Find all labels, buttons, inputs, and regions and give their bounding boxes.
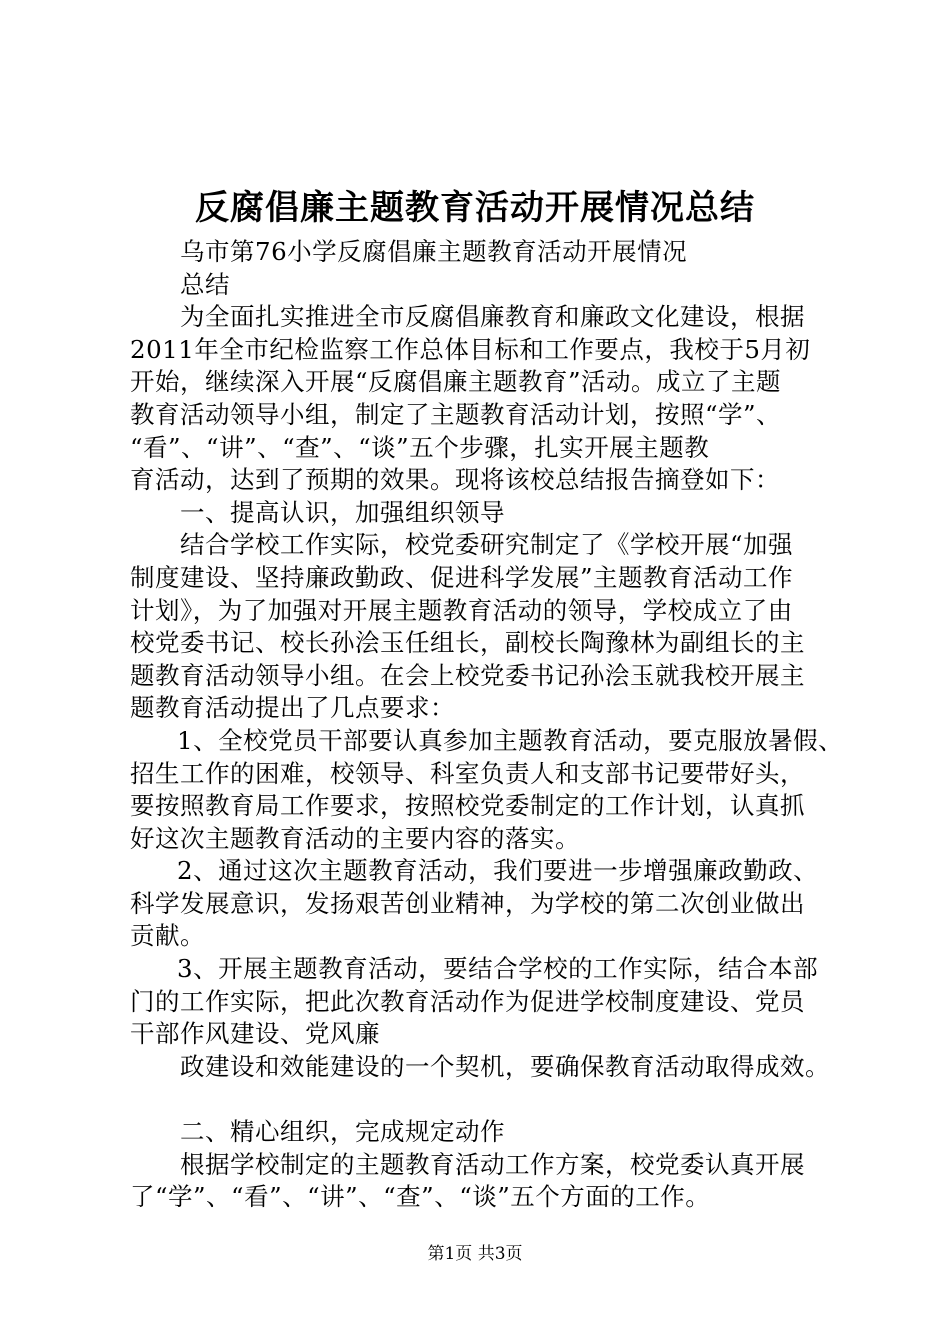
text-line: 计划》，为了加强对开展主题教育活动的领导，学校成立了由	[130, 595, 793, 625]
text-line: 科学发展意识，发扬艰苦创业精神，为学校的第二次创业做出	[130, 888, 805, 918]
text-line: 题教育活动领导小组。在会上校党委书记孙浍玉就我校开展主	[130, 660, 805, 690]
page-footer: 第1页 共3页	[427, 1244, 523, 1264]
text-line: 乌市第76小学反腐倡廉主题教育活动开展情况	[180, 237, 688, 266]
blank-line	[130, 1083, 860, 1116]
text-line: 贡献。	[130, 921, 205, 951]
text-line: “看”、“讲”、“查”、“谈”五个步骤，扎实开展主题教	[130, 432, 710, 462]
text-line: 2011年全市纪检监察工作总体目标和工作要点，我校于5月初	[130, 334, 811, 364]
text-line: 一、提高认识，加强组织领导	[180, 497, 505, 527]
text-line: 制度建设、坚持廉政勤政、促进科学发展”主题教育活动工作	[130, 562, 794, 592]
text-line: 教育活动领导小组，制定了主题教育活动计划，按照“学”、	[130, 399, 782, 429]
text-line: 1、全校党员干部要认真参加主题教育活动，要克服放暑假、	[177, 725, 844, 755]
text-line: 3、开展主题教育活动，要结合学校的工作实际，结合本部	[177, 954, 819, 984]
text-line: 根据学校制定的主题教育活动工作方案，校党委认真开展	[180, 1149, 805, 1179]
text-line: 要按照教育局工作要求，按照校党委制定的工作计划，认真抓	[130, 791, 805, 821]
text-line: 校党委书记、校长孙浍玉任组长，副校长陶豫林为副组长的主	[130, 628, 805, 658]
text-line: 二、精心组织，完成规定动作	[180, 1117, 505, 1147]
text-line: 为全面扎实推进全市反腐倡廉教育和廉政文化建设，根据	[180, 302, 805, 332]
text-line: 题教育活动提出了几点要求：	[130, 693, 455, 723]
document-body	[130, 236, 860, 1214]
text-line: 结合学校工作实际，校党委研究制定了《学校开展“加强	[180, 530, 794, 560]
document-title: 反腐倡廉主题教育活动开展情况总结	[195, 188, 755, 228]
text-line: 政建设和效能建设的一个契机，要确保教育活动取得成效。	[180, 1051, 830, 1081]
text-line: 好这次主题教育活动的主要内容的落实。	[130, 823, 580, 853]
text-line: 总结	[180, 269, 230, 299]
text-line: 招生工作的困难，校领导、科室负责人和支部书记要带好头，	[130, 758, 805, 788]
text-line: 开始，继续深入开展“反腐倡廉主题教育”活动。成立了主题	[130, 367, 782, 397]
text-line: 育活动，达到了预期的效果。现将该校总结报告摘登如下：	[130, 465, 780, 495]
text-line: 门的工作实际，把此次教育活动作为促进学校制度建设、党员	[130, 986, 805, 1016]
text-line: 2、通过这次主题教育活动，我们要进一步增强廉政勤政、	[177, 856, 819, 886]
text-line: 了“学”、“看”、“讲”、“查”、“谈”五个方面的工作。	[130, 1182, 711, 1212]
text-line: 干部作风建设、党风廉	[130, 1019, 380, 1049]
